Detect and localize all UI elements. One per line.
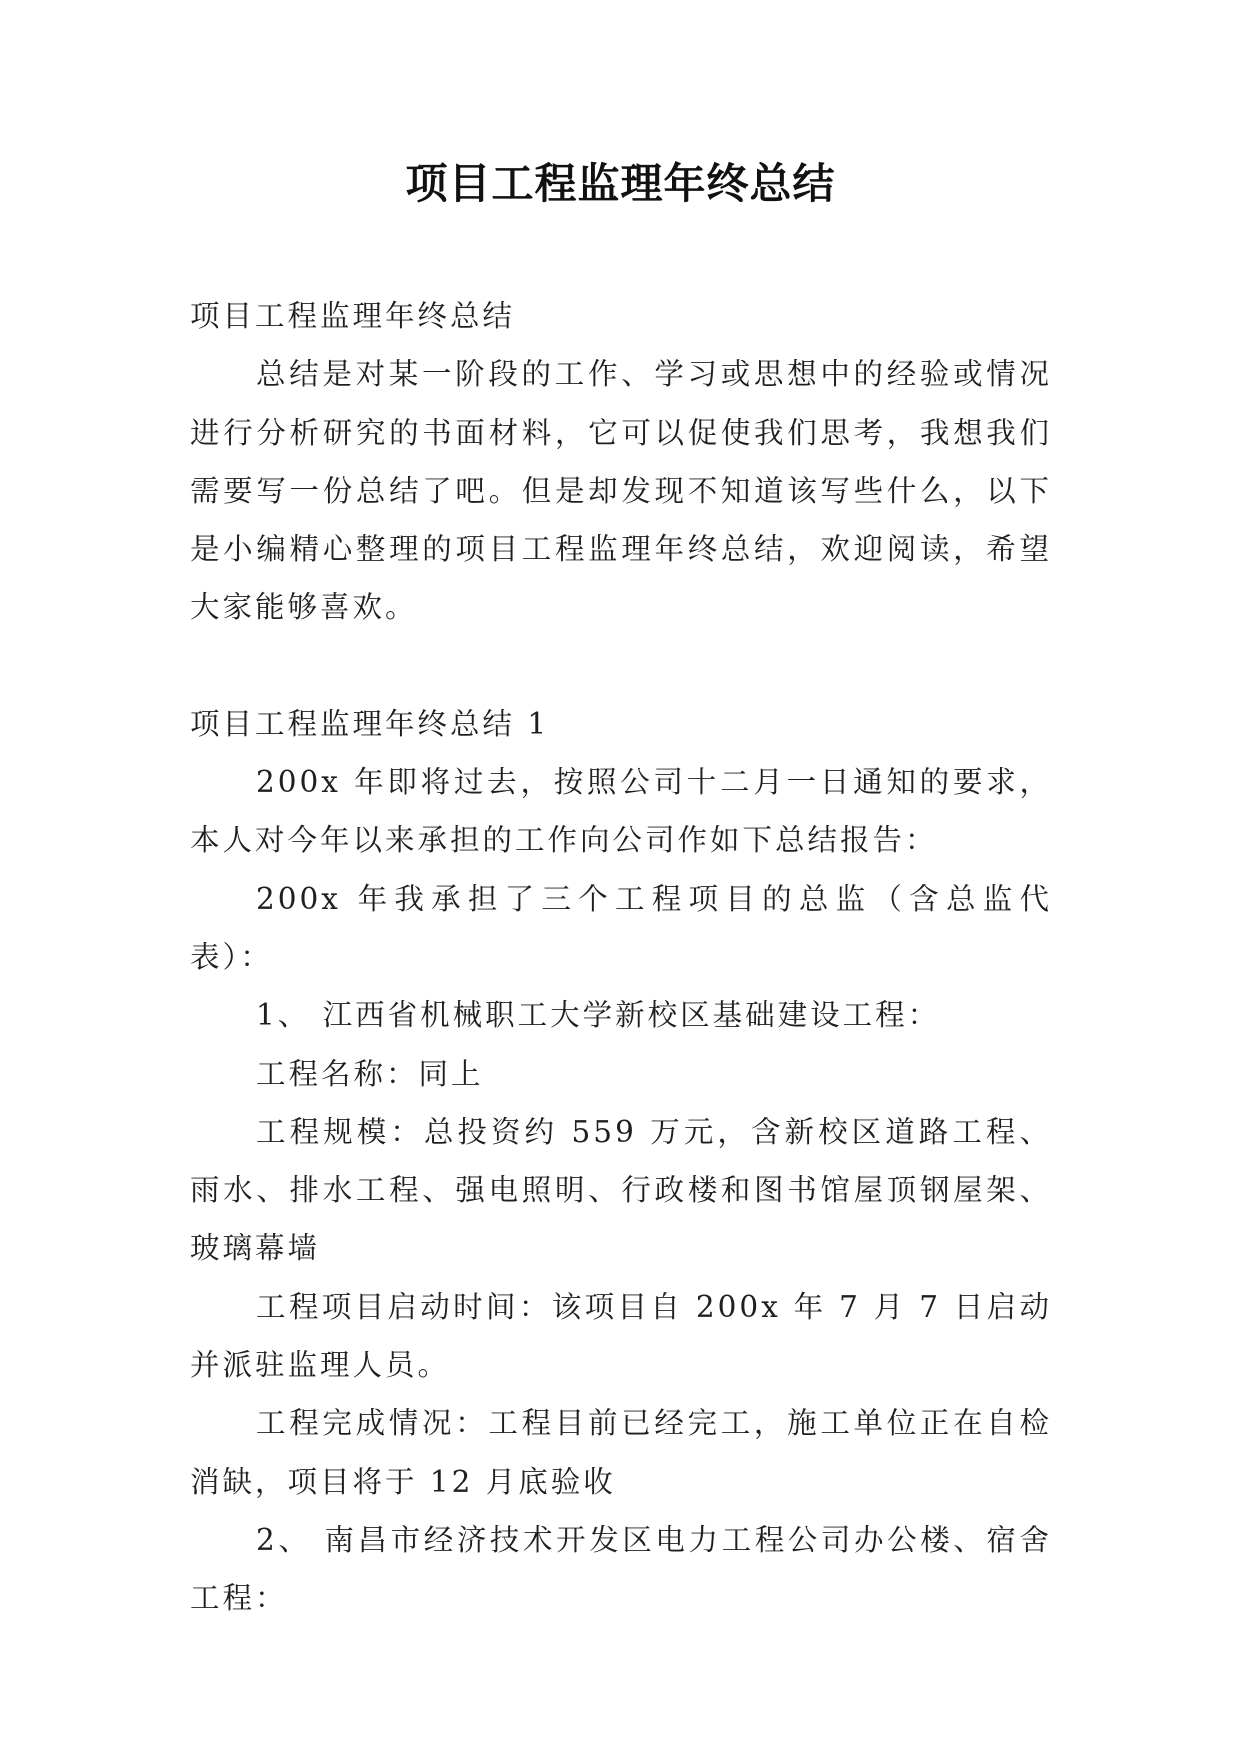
paragraph: 工程完成情况：工程目前已经完工，施工单位正在自检消缺，项目将于 12 月底验收 (190, 1406, 1052, 1499)
paragraph: 200x 年即将过去，按照公司十二月一日通知的要求，本人对今年以来承担的工作向公司作如下总结报告： (190, 765, 1052, 858)
paragraph: 工程名称：同上 (256, 1056, 484, 1091)
paragraph: 工程项目启动时间：该项目自 200x 年 7 月 7 日启动并派驻监理人员。 (190, 1289, 1052, 1383)
paragraph: 200x 年我承担了三个工程项目的总监（含总监代表）： (190, 881, 1052, 974)
subtitle-paragraph: 项目工程监理年终总结 (190, 299, 516, 333)
paragraph: 工程规模：总投资约 559 万元，含新校区道路工程、雨水、排水工程、强电照明、行政楼和图书馆屋顶钢屋架、玻璃幕墙 (190, 1114, 1052, 1266)
list-item: 1、 江西省机械职工大学新校区基础建设工程： (256, 998, 941, 1033)
document-body (190, 287, 1052, 1628)
section-heading: 项目工程监理年终总结 1 (190, 706, 550, 741)
document-title: 项目工程监理年终总结 (405, 159, 836, 208)
intro-paragraph: 总结是对某一阶段的工作、学习或思想中的经验或情况进行分析研究的书面材料，它可以促使我们思考，我想我们需要写一份总结了吧。但是却发现不知道该写些什么，以下是小编精心整理的项目工程监理年终总结，欢迎阅读，希望大家能够喜欢。 (190, 357, 1052, 625)
list-item: 2、 南昌市经济技术开发区电力工程公司办公楼、宿舍工程： (190, 1522, 1052, 1616)
